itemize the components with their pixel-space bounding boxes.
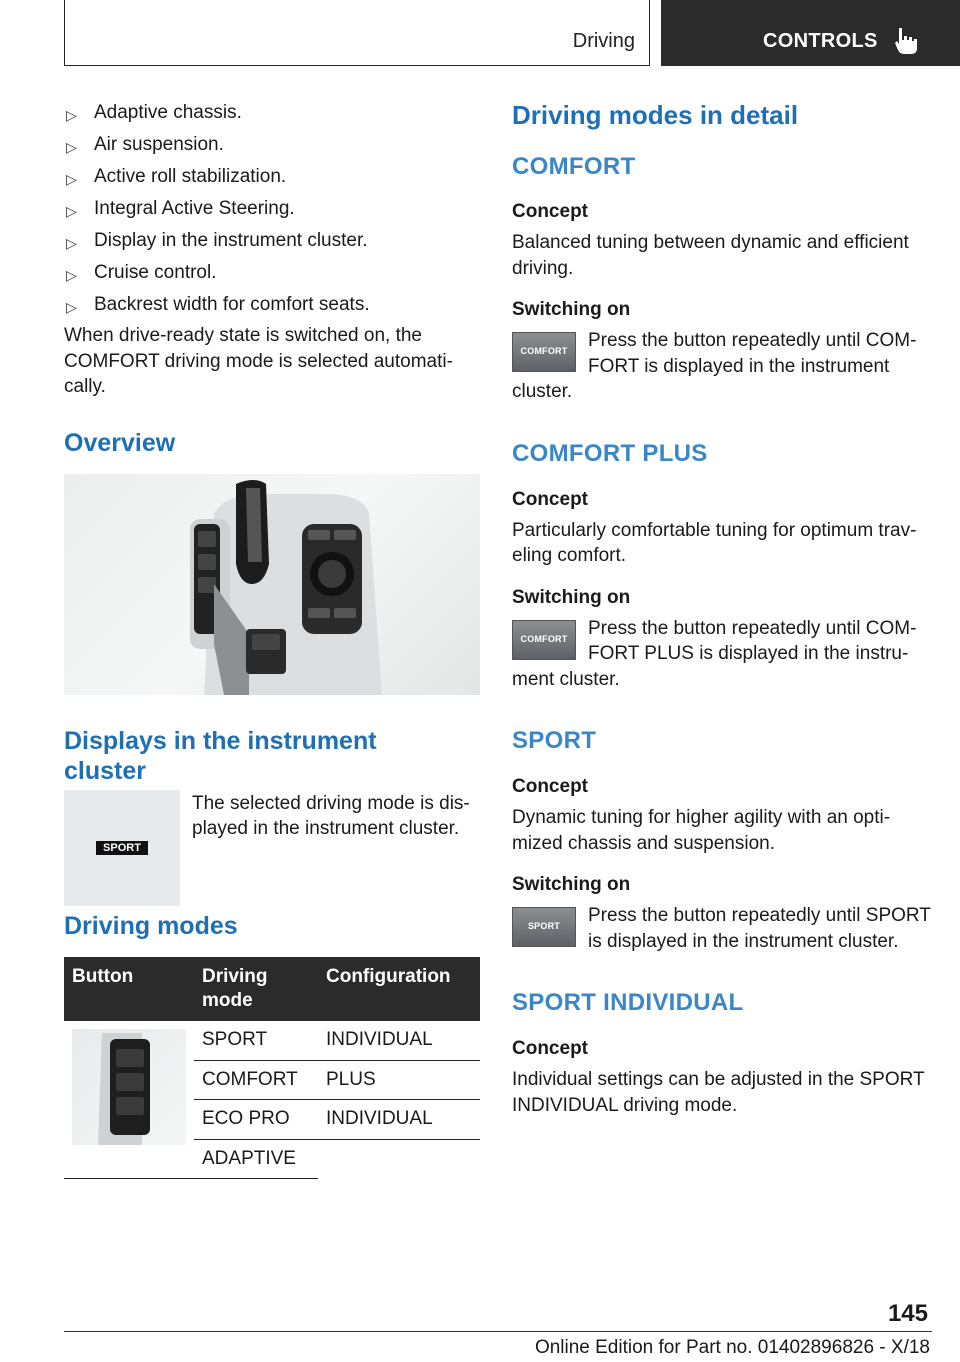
sport-concept-label: Concept — [512, 776, 588, 797]
comfort-switch-label: Switching on — [512, 299, 631, 320]
triangle-bullet-icon: ▷ — [66, 299, 77, 315]
sport-heading: SPORT — [512, 727, 597, 754]
table-cell: ECO PRO — [194, 1100, 318, 1140]
sport-display-label: SPORT — [96, 841, 148, 855]
table-cell: INDIVIDUAL — [318, 1021, 480, 1061]
comfort-plus-heading: COMFORT PLUS — [512, 439, 708, 467]
triangle-bullet-icon: ▷ — [66, 171, 77, 187]
triangle-bullet-icon: ▷ — [66, 139, 77, 155]
table-header-cell: Button — [64, 957, 194, 1021]
comfort-plus-switch-label: Switching on — [512, 586, 631, 608]
center-console-illustration — [64, 474, 480, 695]
list-item: ▷ Adaptive chassis. — [64, 100, 480, 125]
header-section-tab — [64, 0, 650, 66]
list-item: ▷ Active roll stabilization. — [64, 164, 480, 189]
sport-switch-label: Switching on — [512, 874, 631, 895]
sport-switch-text: Press the button repeatedly until SPORT is displayed in the instrument cluster. — [588, 905, 931, 952]
comfort-plus-switch-text: Press the button repeatedly until COM-FORT PLUS is displayed in the instru-ment cluster. — [512, 617, 917, 690]
intro-paragraph: When drive-ready state is switched on, the COMFORT driving mode is selected automati-cally. — [64, 325, 453, 397]
sport-individual-concept-label: Concept — [512, 1038, 588, 1059]
comfort-plus-concept-text: Particularly comfortable tuning for optimum trav-eling comfort. — [512, 519, 917, 566]
center-console-photo — [64, 474, 480, 695]
details-heading: Driving modes in detail — [512, 100, 799, 130]
table-cell: PLUS — [318, 1060, 480, 1100]
table-header-row — [64, 957, 480, 1021]
list-item: ▷ Integral Active Steering. — [64, 196, 480, 221]
footer-divider — [64, 1331, 932, 1332]
driving-modes-heading: Driving modes — [64, 911, 238, 940]
comfort-heading: COMFORT — [512, 153, 636, 180]
footer-edition: Online Edition for Part no. 01402896826 - X/18 — [534, 1337, 930, 1358]
overview-heading: Overview — [64, 428, 176, 457]
table-cell — [318, 1139, 480, 1179]
list-item: ▷ Display in the instrument cluster. — [64, 228, 480, 253]
sport-individual-heading: SPORT INDIVIDUAL — [512, 989, 744, 1016]
instrument-cluster-image — [64, 790, 180, 906]
table-cell: ADAPTIVE — [194, 1139, 318, 1179]
mode-buttons-illustration — [72, 1029, 186, 1145]
list-item: ▷ Cruise control. — [64, 260, 480, 285]
table-cell: COMFORT — [194, 1060, 318, 1100]
list-item: ▷ Backrest width for comfort seats. — [64, 292, 480, 317]
pointing-hand-icon — [893, 26, 919, 56]
sport-individual-concept-text: Individual settings can be adjusted in the SPORT INDIVIDUAL driving mode. — [512, 1069, 925, 1116]
comfort-button-image: COMFORT — [512, 332, 576, 372]
comfort-switch-block — [512, 328, 932, 405]
table-header-cell: Configuration — [318, 957, 480, 1021]
list-item: ▷ Air suspension. — [64, 132, 480, 157]
triangle-bullet-icon: ▷ — [66, 235, 77, 251]
table-cell: INDIVIDUAL — [318, 1100, 480, 1140]
triangle-bullet-icon: ▷ — [66, 107, 77, 123]
comfort-plus-switch-block — [512, 616, 932, 693]
mode-buttons-image — [72, 1029, 186, 1145]
comfort-plus-button-image: COMFORT — [512, 620, 576, 660]
sport-button-image: SPORT — [512, 907, 576, 947]
comfort-concept-text: Balanced tuning between dynamic and efficient driving. — [512, 232, 909, 279]
triangle-bullet-icon: ▷ — [66, 267, 77, 283]
header-chapter-tab — [661, 0, 960, 66]
comfort-concept-label: Concept — [512, 201, 588, 222]
displays-heading: Displays in the instrument cluster — [64, 726, 377, 785]
sport-concept-text: Dynamic tuning for higher agility with an opti-mized chassis and suspension. — [512, 807, 891, 854]
page-number: 145 — [887, 1300, 928, 1327]
comfort-switch-text: Press the button repeatedly until COM-FORT is displayed in the instrument cluster. — [512, 330, 917, 402]
left-column — [64, 100, 480, 1179]
feature-list — [64, 100, 480, 317]
sport-switch-block — [512, 903, 932, 954]
triangle-bullet-icon: ▷ — [66, 203, 77, 219]
table-row — [64, 1021, 480, 1061]
header-section-title: Driving — [572, 30, 635, 52]
table-header-cell: Driving mode — [194, 957, 318, 1021]
comfort-plus-concept-label: Concept — [512, 488, 588, 510]
driving-modes-table — [64, 957, 480, 1180]
header-chapter-title: CONTROLS — [763, 30, 878, 52]
button-image-cell — [64, 1021, 194, 1179]
table-cell: SPORT — [194, 1021, 318, 1061]
displays-paragraph: The selected driving mode is dis-played in the instrument cluster. — [192, 792, 470, 839]
displays-block — [64, 790, 480, 906]
right-column — [512, 100, 932, 1118]
